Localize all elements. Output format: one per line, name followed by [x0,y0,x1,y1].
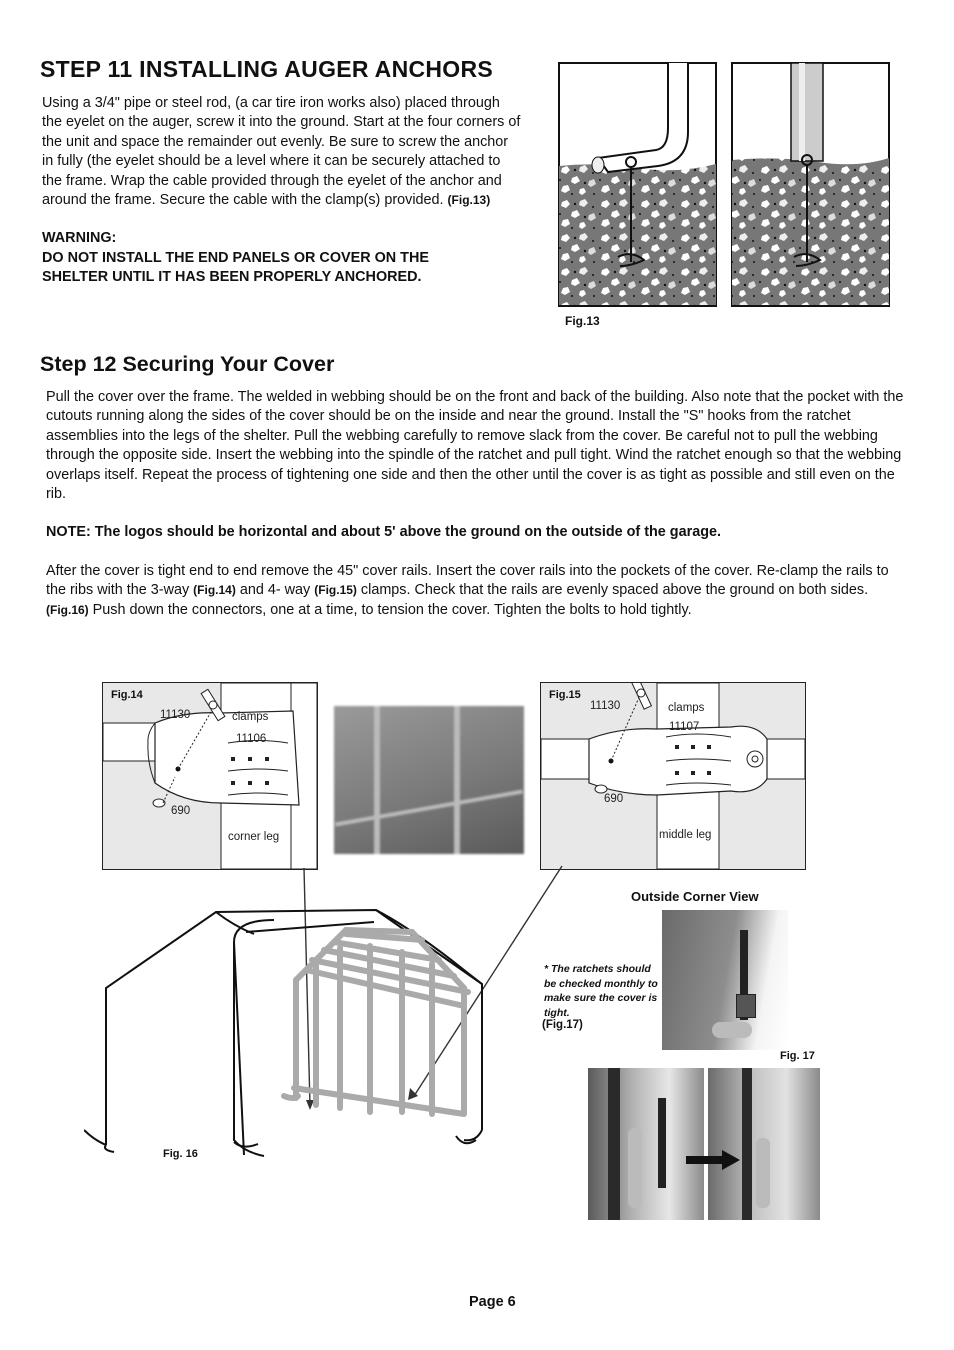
warning-label: WARNING: [42,230,117,247]
step12-body [46,388,906,620]
fig13-caption: Fig.13 [565,314,600,328]
fig14-leg-label: corner leg [228,831,280,843]
fig16-caption: Fig. 16 [163,1148,198,1160]
fig17-caption: Fig. 17 [780,1050,815,1062]
step12-para1: Pull the cover over the frame. The welded in webbing should be on the front and back of the building. Also note that the pocket with the cutouts running along the sides of the cover should be on the inside and near the ground. Install the "S" hooks from the ratchet assemblies into the legs of the shelter. Pull the webbing carefully to remove slack from the cover. Be careful not to pull the webbing through the opposite side. Insert the webbing into the spindle of the ratchet and pull tight. Wind the ratchet enough so that the webbing overlaps itself. Repeat the process of tightening one side and then the other until the cover is as tight as possible and still even on the rib. [46,389,904,503]
fig15-clamp-part: 11107 [669,721,700,733]
fig15-nut-part: 690 [604,793,624,805]
para3-part-a: After the cover is tight end to end remove the 45" cover rails. Insert the cover rails into the pockets of the cover. Re-clamp the rails to the ribs with the 3-way [46,562,889,599]
step12-title-step: Step 12 [40,352,117,376]
fig14-bolt-part: 11130 [160,709,191,721]
connector-photo-after [708,1068,820,1220]
fig14-ref: (Fig.14) [193,583,236,598]
step12-para3 [46,562,906,620]
fig14-nut-part: 690 [171,805,191,817]
fig14-clamps-label: clamps [232,711,269,723]
step12-note: NOTE: The logos should be horizontal and about 5' above the ground on the outside of the garage. [46,524,721,541]
page-number: Page 6 [469,1294,516,1310]
fig15-title: Fig.15 [549,689,581,701]
step11-text: Using a 3/4" pipe or steel rod, (a car tire iron works also) placed through the eyelet on the auger, screw it into the ground. Start at the four corners of the unit and space the remainder out evenly. Be sure to screw the anchor in fully (the eyelet should be a level where it can be securely attached to the frame. Wrap the cable provided through the eyelet of the anchor and around the frame. Secure the cable with the clamp(s) provided. [42,95,521,209]
step11-fig-ref: (Fig.13) [447,193,491,208]
para3-part-b: and 4- way [239,582,311,599]
fig17-note: * The ratchets should be checked monthly to make sure the cover is tight. [544,963,658,1019]
fig17-ref: (Fig.17) [542,1019,583,1031]
fig14-box [102,682,318,870]
rail-photo [334,706,524,854]
fig17-heading: Outside Corner View [631,889,759,904]
para3-part-d: Push down the connectors, one at a time, to tension the cover. Tighten the bolts to hold tightly. [92,601,692,618]
fig13-illustration [558,62,892,308]
step12-title [40,352,334,377]
fig16-ref: (Fig.16) [46,602,89,617]
fig15-ref: (Fig.15) [314,583,357,598]
arrow-right-icon [686,1150,740,1170]
step11-body [42,94,522,288]
fig14-clamp-part: 11106 [236,733,267,745]
fig16-shelter-illustration [84,860,584,1160]
step11-title: STEP 11 INSTALLING AUGER ANCHORS [40,56,494,82]
fig14-clamp-illustration [103,683,317,869]
fig15-clamps-label: clamps [668,702,705,714]
fig15-leg-label: middle leg [659,829,712,841]
fig14-title: Fig.14 [111,689,143,701]
connector-photo-before [588,1068,704,1220]
fig15-box [540,682,806,870]
warning-text: DO NOT INSTALL THE END PANELS OR COVER ON THE SHELTER UNTIL IT HAS BEEN PROPERLY ANCHORED. [42,249,429,286]
fig15-bolt-part: 11130 [590,700,621,712]
step12-title-rest: Securing Your Cover [122,352,335,376]
para3-part-c: clamps. Check that the rails are evenly spaced above the ground on both sides. [360,582,869,599]
ratchet-photo [662,910,788,1050]
